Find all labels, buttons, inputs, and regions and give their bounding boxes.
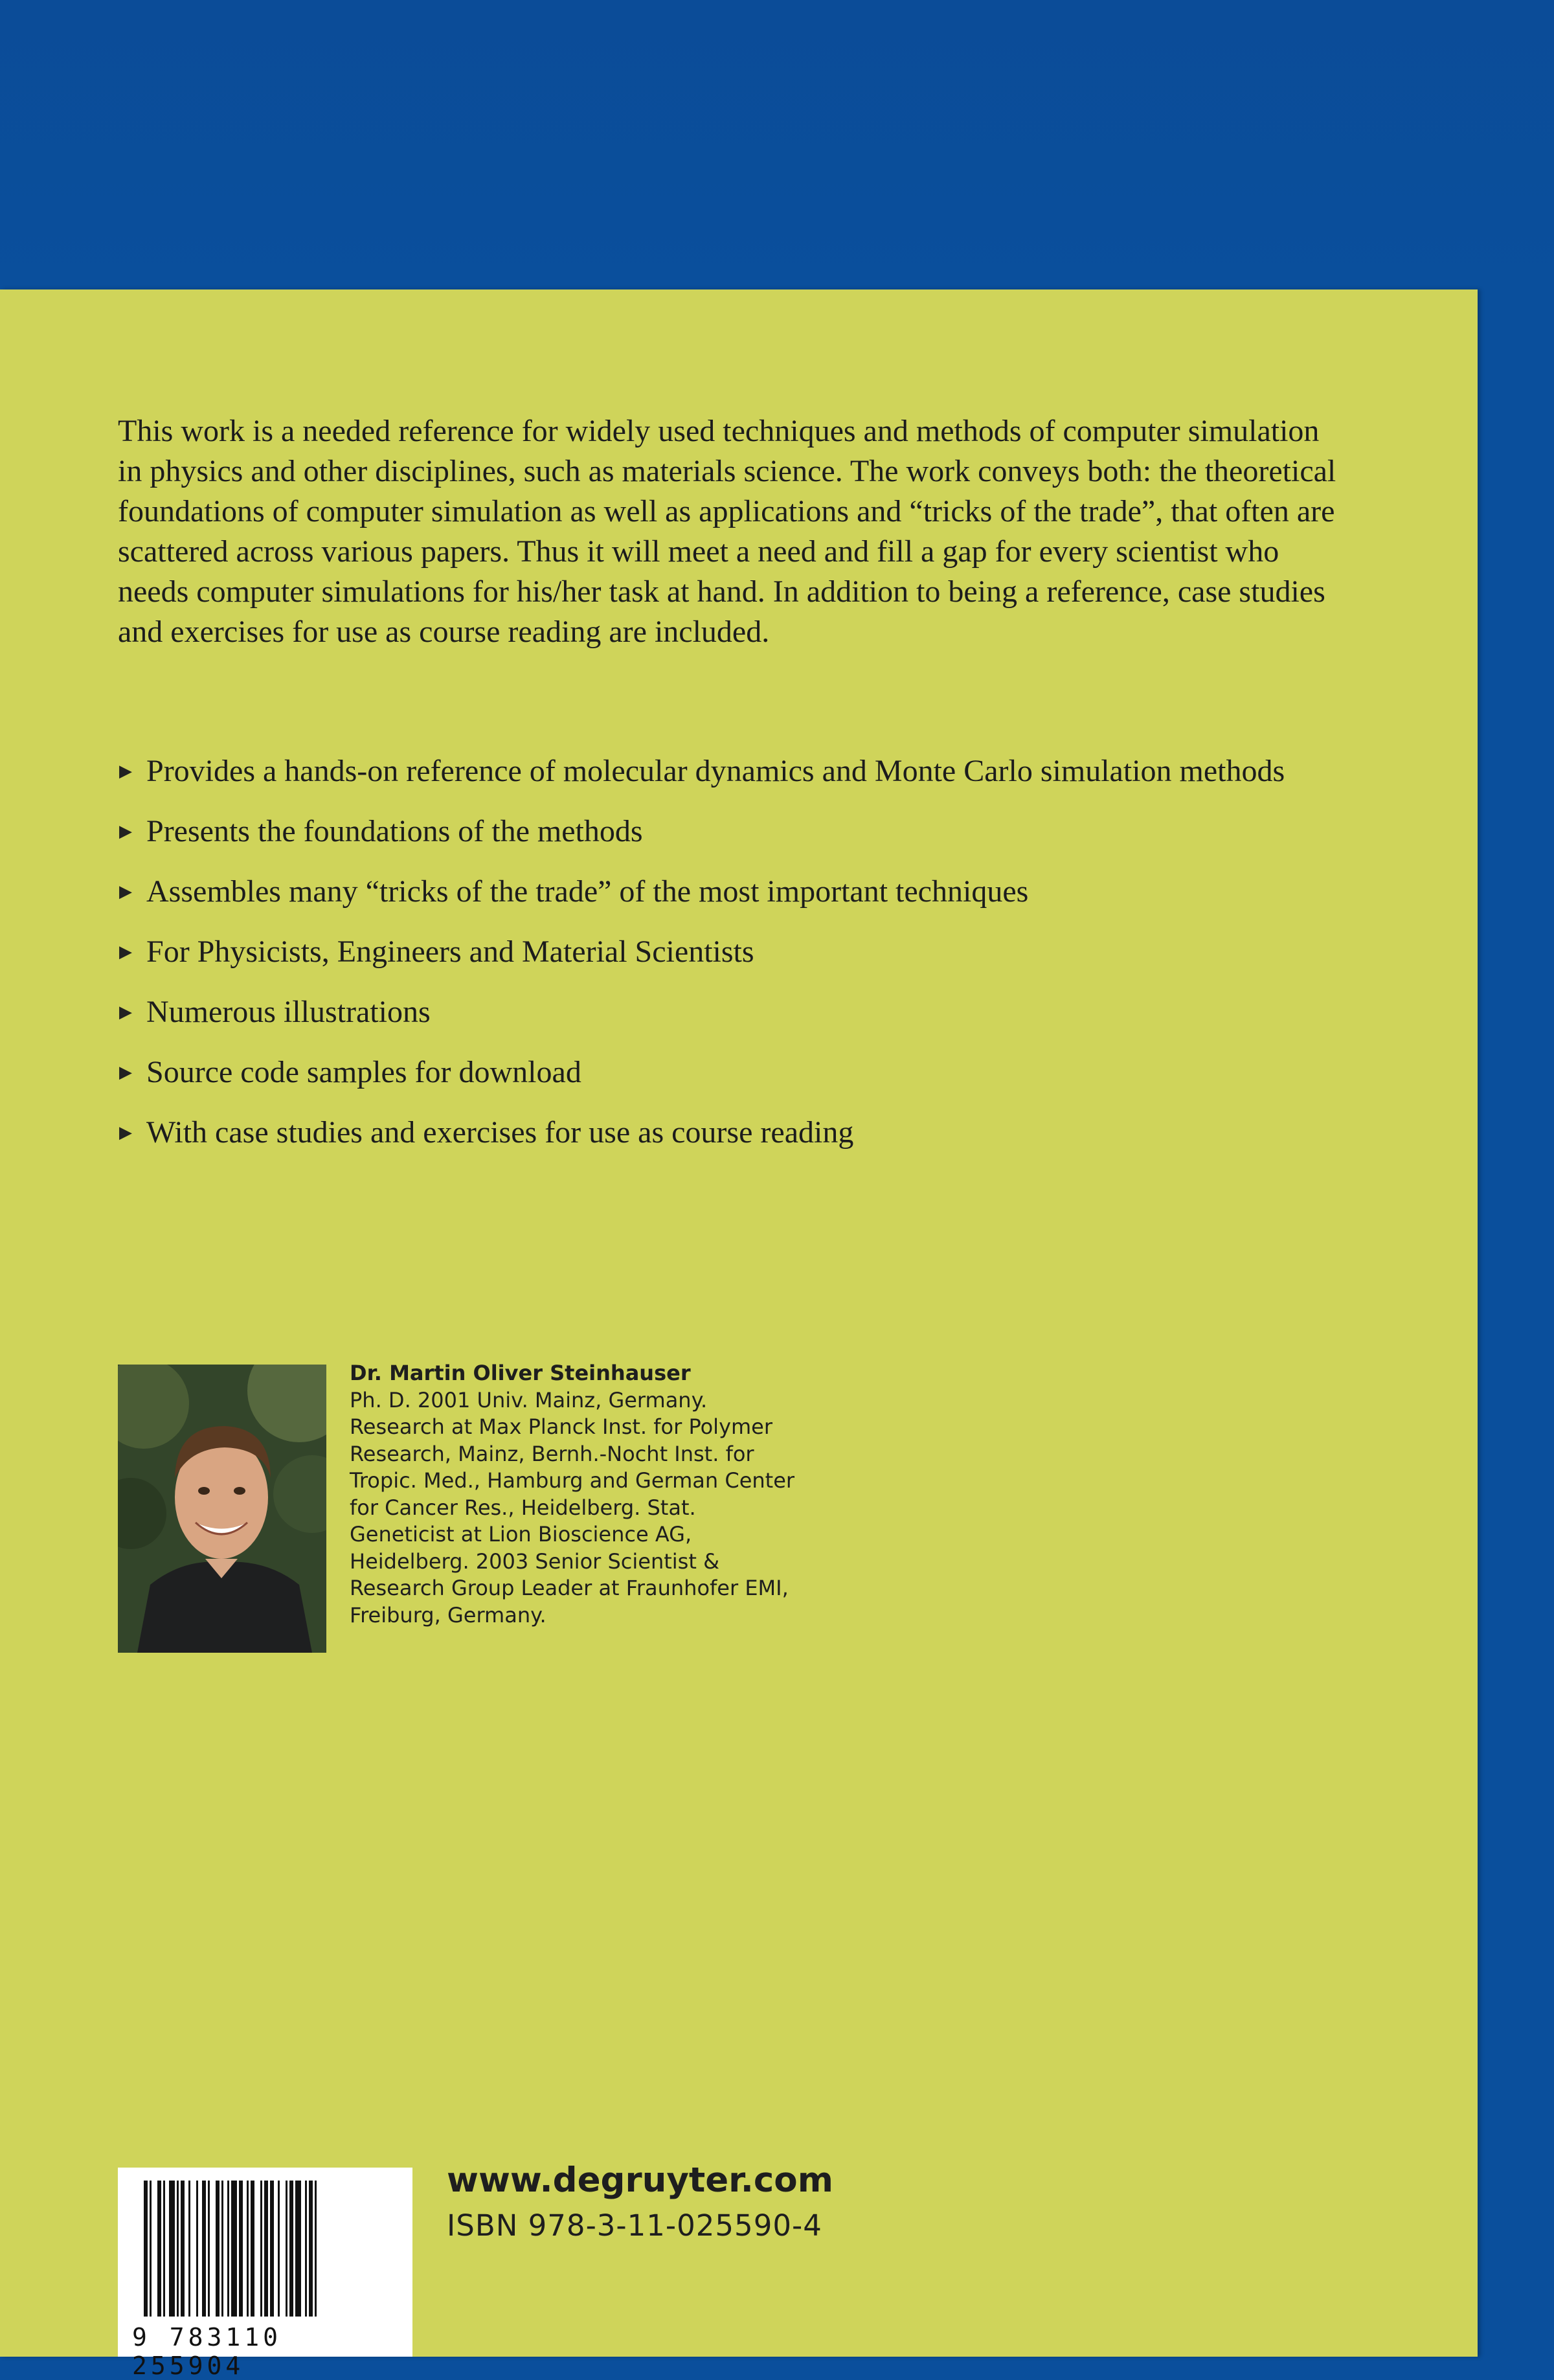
top-blue-band — [0, 0, 1554, 289]
barcode-bar — [260, 2181, 262, 2317]
barcode-bar — [295, 2181, 301, 2317]
barcode-bar — [247, 2181, 249, 2317]
barcode-bar — [216, 2181, 220, 2317]
barcode-bar — [227, 2181, 229, 2317]
publisher-website-link[interactable]: www.degruyter.com — [447, 2160, 833, 2200]
barcode-bar — [221, 2181, 223, 2317]
barcode-bars — [118, 2168, 412, 2323]
isbn-barcode — [118, 2168, 412, 2380]
right-blue-band — [1478, 289, 1554, 2357]
barcode-bar — [286, 2181, 287, 2317]
author-bio — [350, 1360, 803, 1629]
book-description: This work is a needed reference for widely used techniques and methods of computer simulation in physics and other disciplines, such as materials science. The work conveys both: the theoretical foundations of computer simulation as well as applications and “tricks of the trade”, that often are scattered across various papers. Thus it will meet a need and fill a gap for every scientist who needs computer simulations for his/her task at hand. In addition to being a reference, case studies and exercises for use as course reading are included. — [118, 414, 1336, 649]
barcode-bar — [264, 2181, 268, 2317]
barcode-bar — [278, 2181, 280, 2317]
feature-list — [118, 751, 1348, 1173]
triangle-bullet-icon: ▶ — [119, 942, 132, 962]
barcode-bar — [239, 2181, 243, 2317]
barcode-bar — [270, 2181, 274, 2317]
barcode-bar — [169, 2181, 175, 2317]
barcode-bar — [251, 2181, 254, 2317]
feature-item: ▶ With case studies and exercises for use as course reading — [118, 1113, 1348, 1153]
author-bio-text: Ph. D. 2001 Univ. Mainz, Germany. Research at Max Planck Inst. for Polymer Research, Mainz, Bernh.-Nocht Inst. for Tropic. Med., Hamburg and German Center for Cancer Res., Heidelberg. Stat. Geneticist at Lion Bioscience AG, Heidelberg. 2003 Senior Scientist & Research Group Leader at Fraunhofer EMI, Freiburg, Germany. — [350, 1387, 795, 1627]
barcode-bar — [315, 2181, 317, 2317]
triangle-bullet-icon: ▶ — [119, 1123, 132, 1142]
barcode-bar — [202, 2181, 206, 2317]
barcode-bar — [231, 2181, 237, 2317]
barcode-bar — [188, 2181, 190, 2317]
barcode-bar — [181, 2181, 185, 2317]
feature-item: ▶ Assembles many “tricks of the trade” of the most important techniques — [118, 872, 1348, 912]
triangle-bullet-icon: ▶ — [119, 1063, 132, 1082]
author-portrait-image — [118, 1365, 326, 1653]
isbn-number: ISBN 978-3-11-025590-4 — [447, 2208, 822, 2243]
author-name: Dr. Martin Oliver Steinhauser — [350, 1361, 691, 1385]
barcode-bar — [309, 2181, 313, 2317]
triangle-bullet-icon: ▶ — [119, 1003, 132, 1022]
barcode-bar — [150, 2181, 152, 2317]
triangle-bullet-icon: ▶ — [119, 882, 132, 901]
barcode-bar — [196, 2181, 198, 2317]
barcode-bar — [163, 2181, 165, 2317]
barcode-bar — [144, 2181, 148, 2317]
barcode-bar — [177, 2181, 179, 2317]
barcode-bar — [157, 2181, 161, 2317]
barcode-bar — [305, 2181, 307, 2317]
triangle-bullet-icon: ▶ — [119, 762, 132, 781]
barcode-bar — [208, 2181, 210, 2317]
feature-item: ▶ Numerous illustrations — [118, 992, 1348, 1032]
feature-item: ▶ Provides a hands-on reference of molecular dynamics and Monte Carlo simulation methods — [118, 751, 1348, 791]
feature-item: ▶ For Physicists, Engineers and Material Scientists — [118, 932, 1348, 972]
author-photo — [118, 1365, 326, 1653]
barcode-bar — [289, 2181, 293, 2317]
feature-item: ▶ Source code samples for download — [118, 1052, 1348, 1093]
feature-item: ▶ Presents the foundations of the methods — [118, 811, 1348, 852]
triangle-bullet-icon: ▶ — [119, 822, 132, 841]
barcode-digits: 9 783110 255904 — [132, 2323, 282, 2380]
